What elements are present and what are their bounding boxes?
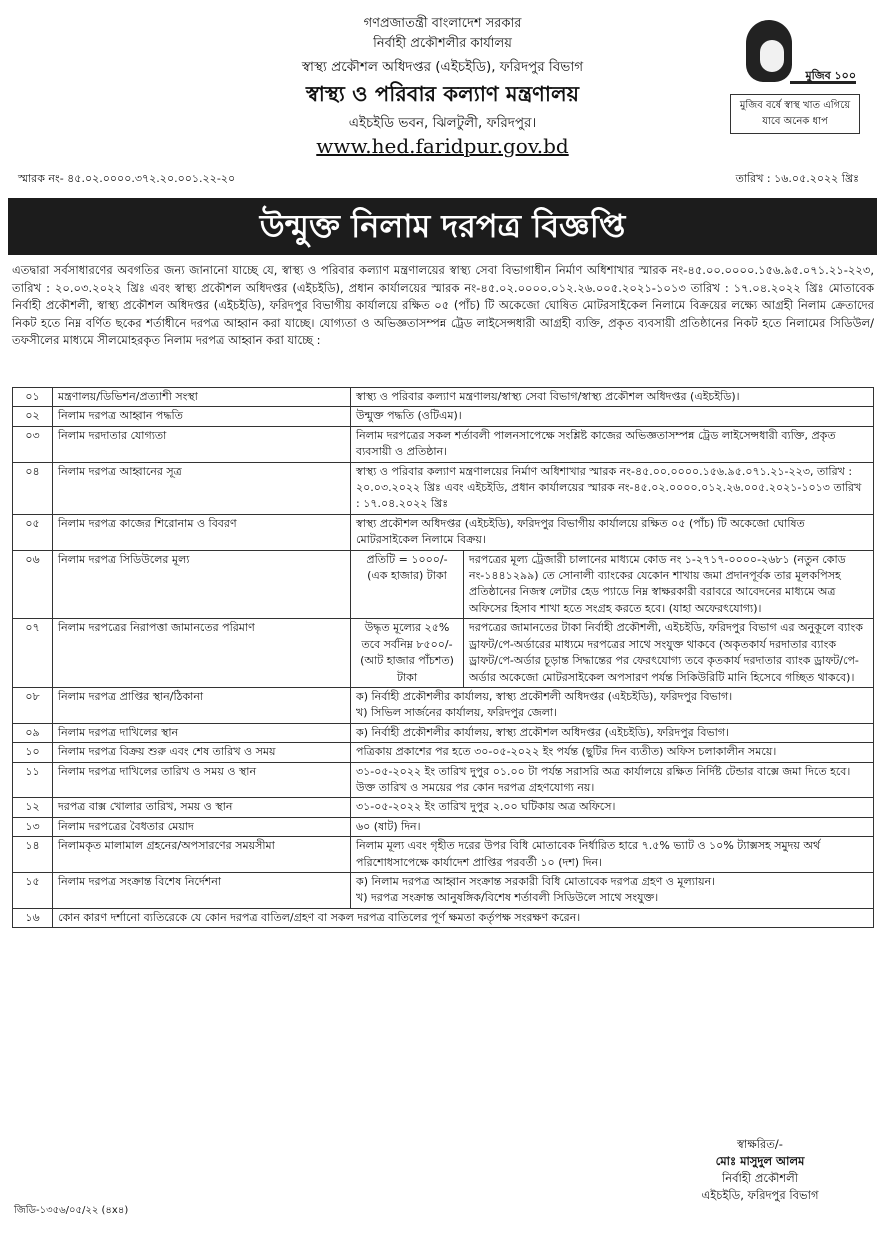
mujib-borsho-logo-icon (732, 14, 860, 94)
row-label: নিলাম দরদাতার যোগ্যতা (53, 426, 351, 462)
row-number: ১০ (13, 743, 53, 762)
table-row (13, 426, 874, 462)
row-label: নিলাম দরপত্র আহ্বান পদ্ধতি (53, 407, 351, 426)
row-value-line: খ) সিভিল সার্জনের কার্যালয়, ফরিদপুর জেলা। (356, 706, 558, 720)
row-number: ০৪ (13, 462, 53, 514)
notice-title: উন্মুক্ত নিলাম দরপত্র বিজ্ঞপ্তি (8, 198, 877, 255)
office-name: নির্বাহী প্রকৌশলীর কার্যালয় (373, 36, 512, 51)
table-row (13, 743, 874, 762)
slogan-box: মুজিব বর্ষে স্বাস্থ খাত এগিয়ে যাবে অনেক ধাপ (730, 94, 860, 134)
signatory-office: এইচইডি, ফরিদপুর বিভাগ (701, 1188, 819, 1202)
signature-block (660, 1136, 860, 1204)
row-number: ০১ (13, 388, 53, 407)
table-row (13, 550, 874, 619)
tender-details-table (12, 387, 874, 928)
row-value: স্বাস্থ্য প্রকৌশল অধিদপ্তর (এইচইডি), ফরিদপুর বিভাগীয় কার্যালয়ে রক্ষিত ০৫ (পাঁচ) টি অকেজো ঘোষিত মোটরসাইকেল নিলামে বিক্রয়। (351, 514, 874, 550)
intro-paragraph: এতদ্বারা সর্বসাধারণের অবগতির জন্য জানানো যাচ্ছে যে, স্বাস্থ্য ও পরিবার কল্যাণ মন্ত্রণালয়ের স্বাস্থ্য সেবা বিভাগাধীন নির্মাণ অধিশাখার স্মারক নং-৪৫.০০.০০০০.১৫৬.৯৫.০৭১.২১-২২৩, তারিখ : ২০.০৩.২০২২ খ্রিঃ এবং স্বাস্থ্য প্রকৌশল অধিদপ্তর (এইচইডি), প্রধান কার্যালয়ের স্মারক নং-৪৫.০২.০০০০.০১২.২৬.০০৫.২০২১-১০১৩ তারিখ : ১৭.০৪.২০২২ খ্রিঃ মোতাবেক নির্বাহী প্রকৌশলী, স্বাস্থ্য প্রকৌশল অধিদপ্তর (এইচইডি), ফরিদপুর বিভাগীয় কার্যালয়ে রক্ষিত ০৫ (পাঁচ) টি অকেজো ঘোষিত মোটরসাইকেল নিলামে বিক্রয়ের লক্ষ্যে আগ্রহী নিলাম ক্রেতাদের নিকট হতে নিম্ন বর্ণিত ছকের শর্তাধীনে দরপত্র আহ্বান করা যাচ্ছে। যোগ্যতা ও অভিজ্ঞতাসম্পন্ন ট্রেড লাইসেন্সধারী আগ্রহী ব্যক্তি, প্রকৃত ব্যবসায়ী প্রতিষ্ঠানের নিকট হতে নিলামের সিডিউল/তফসীলের মাধ্যমে সীলমোহরকৃত নিলাম দরপত্র আহ্বান করা যাচ্ছে : (12, 263, 874, 348)
table-row (13, 388, 874, 407)
row-value: পত্রিকায় প্রকাশের পর হতে ৩০-০৫-২০২২ ইং পর্যন্ত (ছুটির দিন ব্যতীত) অফিস চলাকালীন সময়ে। (351, 743, 874, 762)
row-number: ০৮ (13, 687, 53, 723)
table-row (13, 872, 874, 908)
govt-name: গণপ্রজাতন্ত্রী বাংলাদেশ সরকার (363, 16, 522, 31)
table-row (13, 723, 874, 742)
row-label: নিলাম দরপত্র দাখিলের স্থান (53, 723, 351, 742)
row-label: নিলাম দরপত্র বিক্রয় শুরু এবং শেষ তারিখ ও সময় (53, 743, 351, 762)
row-number: ১৫ (13, 872, 53, 908)
signatory-name: মোঃ মাসুদুল আলম (715, 1154, 805, 1168)
row-value: উন্মুক্ত পদ্ধতি (ওটিএম)। (351, 407, 874, 426)
row-value: কোন কারণ দর্শানো ব্যতিরেকে যে কোন দরপত্র বাতিল/গ্রহণ বা সকল দরপত্র বাতিলের পূর্ণ ক্ষমতা কর্তৃপক্ষ সংরক্ষণ করেন। (53, 908, 874, 927)
schedule-price: প্রতিটি = ১০০০/- (এক হাজার) টাকা (351, 550, 464, 619)
row-value (351, 687, 874, 723)
security-amount: উদ্ধৃত মূল্যের ২৫% তবে সর্বনিম্ন ৮৫০০/- (আট হাজার পাঁচশত) টাকা (351, 619, 464, 688)
letterhead (0, 0, 885, 195)
logo-text: মুজিব ১০০ (790, 68, 856, 84)
row-label: নিলাম দরপত্র সংক্রান্ত বিশেষ নির্দেশনা (53, 872, 351, 908)
row-label: দরপত্র বাক্স খোলার তারিখ, সময় ও স্থান (53, 798, 351, 817)
row-value: স্বাস্থ্য ও পরিবার কল্যাণ মন্ত্রণালয়ের নির্মাণ অধিশাখার স্মারক নং-৪৫.০০.০০০০.১৫৬.৯৫.০৭১.২১-২২৩, তারিখ : ২০.০৩.২০২২ খ্রিঃ এবং এইচইডি, প্রধান কার্যালয়ের স্মারক নং-৪৫.০২.০০০০.০১২.২৬.০০৫.২০২১-১০১৩ তারিখ : ১৭.০৪.২০২২ খ্রিঃ (351, 462, 874, 514)
row-value: নিলাম মূল্য এবং গৃহীত দরের উপর বিধি মোতাবেক নির্ধারিত হারে ৭.৫% ভ্যাট ও ১০% ট্যাক্সসহ সমুদয় অর্থ পরিশোধসাপেক্ষে কার্যাদেশ প্রাপ্তির পরবর্তী ১০ (দশ) দিন। (351, 837, 874, 873)
gd-code: জিডি-১৩৫৬/০৫/২২ (৪x৪) (14, 1205, 129, 1216)
row-label: নিলাম দরপত্র সিডিউলের মূল্য (53, 550, 351, 619)
memo-reference: স্মারক নং- ৪৫.০২.০০০০.৩৭২.২০.০০১.২২-২০ (18, 172, 236, 185)
row-label: নিলাম দরপত্র কাজের শিরোনাম ও বিবরণ (53, 514, 351, 550)
row-label: নিলাম দরপত্র দাখিলের তারিখ ও সময় ও স্থান (53, 762, 351, 798)
row-number: ০২ (13, 407, 53, 426)
row-value: স্বাস্থ্য ও পরিবার কল্যাণ মন্ত্রণালয়/স্বাস্থ্য সেবা বিভাগ/স্বাস্থ্য প্রকৌশল অধিদপ্তর (এইচইডি)। (351, 388, 874, 407)
office-address: এইচইডি ভবন, ঝিলটুলী, ফরিদপুর। (348, 115, 537, 131)
row-label: নিলাম দরপত্র প্রাপ্তির স্থান/ঠিকানা (53, 687, 351, 723)
website-link[interactable]: www.hed.faridpur.gov.bd (316, 134, 569, 158)
table-row (13, 762, 874, 798)
row-value-line: খ) দরপত্র সংক্রান্ত আনুষঙ্গিক/বিশেষ শর্তাবলী সিডিউলে সাথে সংযুক্ত। (356, 891, 659, 905)
ministry-name: স্বাস্থ্য ও পরিবার কল্যাণ মন্ত্রণালয় (306, 82, 579, 106)
table-row (13, 687, 874, 723)
table-row (13, 817, 874, 836)
row-value (351, 872, 874, 908)
table-row (13, 514, 874, 550)
row-number: ০৫ (13, 514, 53, 550)
table-row (13, 407, 874, 426)
signed-mark: স্বাক্ষরিত/- (737, 1137, 783, 1151)
row-value-line: ক) নির্বাহী প্রকৌশলীর কার্যালয়, স্বাস্থ্য প্রকৌশলী অধিদপ্তর (এইচইডি), ফরিদপুর বিভাগ। (356, 689, 733, 703)
row-number: ০৬ (13, 550, 53, 619)
row-number: ০৭ (13, 619, 53, 688)
row-number: ১১ (13, 762, 53, 798)
row-number: ১৪ (13, 837, 53, 873)
table-row (13, 619, 874, 688)
row-value: ক) নির্বাহী প্রকৌশলীর কার্যালয়, স্বাস্থ্য প্রকৌশল অধিদপ্তর (এইচইডি), ফরিদপুর বিভাগ। (351, 723, 874, 742)
row-label: নিলামকৃত মালামাল গ্রহনের/অপসারণের সময়সীমা (53, 837, 351, 873)
row-number: ১৩ (13, 817, 53, 836)
row-value: দরপত্রের মূল্য ট্রেজারী চালানের মাধ্যমে কোড নং ১-২৭১৭-০০০০-২৬৮১ (নতুন কোড নং-১৪৪১২৯৯) তে সোনালী ব্যাংকের যেকোন শাখায় জমা প্রদানপূর্বক তার মূলকপিসহ প্রতিষ্ঠানের নিজস্ব লেটার হেড প্যাডে নিম্ন স্বাক্ষরকারী বরাবরে আবেদনের মাধ্যমে অত্র অফিসের হিসাব শাখা হতে সংগ্রহ করতে হবে। (যাহা অফেরৎযোগ্য)। (464, 550, 874, 619)
row-label: নিলাম দরপত্রের নিরাপত্তা জামানতের পরিমাণ (53, 619, 351, 688)
table-row (13, 462, 874, 514)
row-number: ০৩ (13, 426, 53, 462)
table-row (13, 908, 874, 927)
row-value: নিলাম দরপত্রের সকল শর্তাবলী পালনসাপেক্ষে সংশ্লিষ্ট কাজের অভিজ্ঞতাসম্পন্ন ট্রেড লাইসেন্সধারী ব্যক্তি, প্রকৃত ব্যবসায়ী ও প্রতিষ্ঠান। (351, 426, 874, 462)
row-number: ০৯ (13, 723, 53, 742)
table-row (13, 798, 874, 817)
row-value: ৩১-০৫-২০২২ ইং তারিখ দুপুর ২.০০ ঘটিকায় অত্র অফিসে। (351, 798, 874, 817)
row-value: ৩১-০৫-২০২২ ইং তারিখ দুপুর ০১.০০ টা পর্যন্ত সরাসরি অত্র কার্যালয়ে রক্ষিত নির্দিষ্ট টেন্ডার বাক্সে জমা দিতে হবে। উক্ত তারিখ ও সময়ের পর কোন দরপত্র গ্রহণযোগ্য নয়। (351, 762, 874, 798)
row-label: নিলাম দরপত্রের বৈধতার মেয়াদ (53, 817, 351, 836)
row-label: মন্ত্রণালয়/ডিভিশন/প্রত্যাশী সংস্থা (53, 388, 351, 407)
row-value-line: ক) নিলাম দরপত্র আহ্বান সংক্রান্ত সরকারী বিধি মোতাবেক দরপত্র গ্রহণ ও মূল্যায়ন। (356, 874, 716, 888)
row-number: ১৬ (13, 908, 53, 927)
row-label: নিলাম দরপত্র আহ্বানের সূত্র (53, 462, 351, 514)
table-row (13, 837, 874, 873)
row-value: ৬০ (ষাট) দিন। (351, 817, 874, 836)
row-value: দরপত্রের জামানতের টাকা নির্বাহী প্রকৌশলী, এইচইডি, ফরিদপুর বিভাগ এর অনুকূলে ব্যাংক ড্রাফট/পে-অর্ডারের মাধ্যমে দরপত্রের সাথে সংযুক্ত থাকবে (অকৃতকার্য দরদাতার ব্যাংক ড্রাফট/পে-অর্ডার চূড়ান্ত সিদ্ধান্তের পর ফেরৎযোগ্য তবে কৃতকার্য দরদাতার ব্যাংক ড্রাফট/পে-অর্ডার অকেজো মোটরসাইকেল অপসারণ পর্যন্ত সিকিউরিটি মানি হিসেবে গচ্ছিত থাকবে)। (464, 619, 874, 688)
memo-date: তারিখ : ১৬.০৫.২০২২ খ্রিঃ (735, 172, 859, 185)
department-name: স্বাস্থ্য প্রকৌশল অধিদপ্তর (এইচইডি), ফরিদপুর বিভাগ (301, 59, 584, 75)
row-number: ১২ (13, 798, 53, 817)
signatory-designation: নির্বাহী প্রকৌশলী (721, 1171, 799, 1185)
